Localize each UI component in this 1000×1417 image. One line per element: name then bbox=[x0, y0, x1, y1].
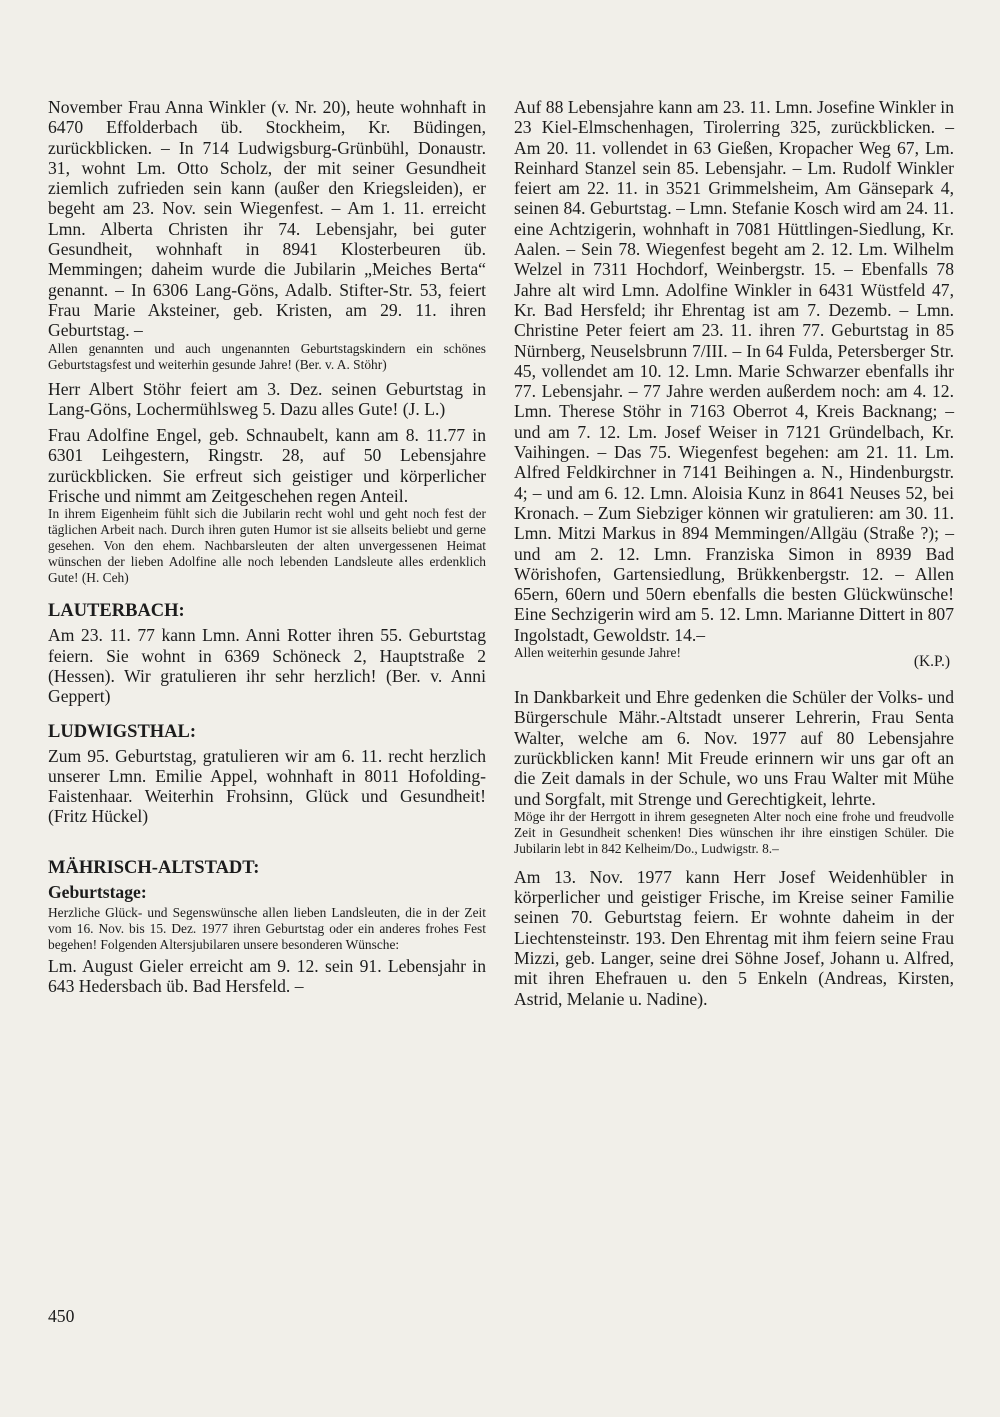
section-heading-lauterbach: LAUTERBACH: bbox=[48, 601, 185, 622]
section-heading-ludwigsthal: LUDWIGSTHAL: bbox=[48, 721, 197, 742]
birthday-notice-paragraph: Auf 88 Lebensjahre kann am 23. 11. Lmn. Josefine Winkler in 23 Kiel-Elmschenhagen, Tirolerring 325, zurückblicken. – Am 20. 11. vollendet in 63 Gießen, Kropacher Weg 67, Lm. Reinhard Stanzel sein 85. Lebensjahr. – Lm. Rudolf Winkler feiert am 22. 11. in 3521 Grimmelsheim, Am Gänsepark 4, seinen 84. Geburtstag. – Lmn. Stefanie Kosch wird am 24. 11. eine Achtzigerin, wohnhaft in 7081 Hüttlingen-Siedlung, Kr. Aalen. – Sein 78. Wiegenfest begeht am 2. 12. Lm. Wilhelm Welzel in 7311 Hochdorf, Weinbergstr. 15. – Ebenfalls 78 Jahre alt wird Lmn. Adolfine Winkler in 6431 Wüstfeld 47, Kr. Bad Hersfeld; ihr Ehrentag ist am 7. Dezemb. – Lmn. Christine Peter feiert am 23. 11. ihren 77. Geburtstag in 85 Nürnberg, Neuselsbrunn 7/III. – In 64 Fulda, Petersberger Str. 45, vollendet am 10. 12. Lmn. Marie Schwarzer ebenfalls ihr 77. Lebensjahr. – 77 Jahre werden außerdem noch: am 4. 12. Lmn. Therese Stöhr in 7163 Oberrot 4, Kreis Backnang; – und am 7. 12. Lm. Josef Weiser in 7121 Gründelbach, Kr. Vaihingen. – Das 75. Wiegenfest begehen: am 21. 11. Lm. Alfred Feldkirchner in 7141 Beihingen a. N., Hindenburgstr. 4; – und am 6. 12. Lmn. Aloisia Kunz in 8641 Neuses 52, bei Kronach. – Zum Siebziger können wir gratulieren: am 30. 11. Lmn. Mitzi Markus in 894 Memmingen/Allgäu (Straße ?); – und am 2. 12. Lmn. Franziska Simon in 8939 Bad Wörishofen, Gartensiedlung, Brükkenbergstr. 12. – Allen 65ern, 60ern und 50ern ebenfalls die besten Glückwünsche! Eine Sechzigerin wird am 5. 12. Lmn. Marianne Dittert in 807 Ingolstadt, Gewoldstr. 14.– bbox=[514, 97, 954, 645]
birthday-notice-paragraph: Lm. August Gieler erreicht am 9. 12. sein 91. Lebensjahr in 643 Hedersbach üb. Bad Hersfeld. – bbox=[48, 955, 486, 997]
author-signature: (K.P.) bbox=[913, 653, 950, 671]
birthday-notice-paragraph: Zum 95. Geburtstag, gratulieren wir am 6. 11. recht herzlich unserer Lmn. Emilie Appel, wohnhaft in 8011 Hofolding-Faistenhaar. Weiterhin Frohsinn, Glück und Gesundheit! (Fritz Hückel) bbox=[48, 745, 486, 827]
section-heading-maehrisch-altstadt: MÄHRISCH-ALTSTADT: bbox=[48, 857, 260, 878]
birthday-notice-paragraph: Frau Adolfine Engel, geb. Schnaubelt, kann am 8. 11.77 in 6301 Leihgestern, Ringstr. 28, auf 50 Lebensjahre zurückblicken. Sie erfreut sich geistiger und körperlicher Frische und nimmt am Zeitgeschehen regen Anteil. bbox=[48, 425, 486, 507]
greeting-note: In ihrem Eigenheim fühlt sich die Jubilarin recht wohl und geht noch fest der täglichen Arbeit nach. Durch ihren guten Humor ist sie allseits beliebt und gerne gesehen. Von den ehem. Nachbarsleuten der alten unvergessenen Heimat wünschen der lieben Adolfine alle noch lebenden Landsleute alles erdenklich Gute! (H. Ceh) bbox=[48, 506, 486, 586]
greeting-note: Allen weiterhin gesunde Jahre! bbox=[514, 645, 681, 661]
tribute-paragraph: In Dankbarkeit und Ehre gedenken die Schüler der Volks- und Bürgerschule Mähr.-Altstadt unserer Lehrerin, Frau Senta Walter, welche am 6. Nov. 1977 auf 80 Lebensjahre zurückblicken kann! Mit Freude erinnern wir uns gar oft an die Zeit damals in der Schule, wo uns Frau Walter mit Mühe und Sorgfalt, mit Strenge und Gerechtigkeit, lehrte. bbox=[514, 687, 954, 809]
subheading-geburtstage: Geburtstage: bbox=[48, 881, 147, 902]
greeting-note: Möge ihr der Herrgott in ihrem gesegneten Alter noch eine frohe und freudvolle Zeit in Gesundheit schenken! Dies wünschen ihr ihre einstigen Schüler. Die Jubilarin lebt in 842 Kelheim/Do., Ludwigstr. 8.– bbox=[514, 808, 954, 856]
greeting-note: Herzliche Glück- und Segenswünsche allen lieben Landsleuten, die in der Zeit vom 16. Nov. bis 15. Dez. 1977 ihren Geburtstag oder ein anderes frohes Fest begehen! Folgenden Altersjubilaren unsere besonderen Wünsche: bbox=[48, 904, 486, 952]
birthday-notice-paragraph: Am 13. Nov. 1977 kann Herr Josef Weidenhübler in körperlicher und geistiger Frische, im Kreise seiner Familie seinen 70. Geburtstag feiern. Er wohnte daheim in der Liechtensteinstr. 193. Den Ehrentag mit ihm feiern seine Frau Mizzi, geb. Langer, seine drei Söhne Josef, Johann u. Alfred, mit ihren Ehefrauen u. den 5 Enkeln (Andreas, Kirsten, Astrid, Melanie u. Nadine). bbox=[514, 866, 954, 1009]
page-number: 450 bbox=[48, 1306, 75, 1326]
birthday-notice-paragraph: Herr Albert Stöhr feiert am 3. Dez. seinen Geburtstag in Lang-Göns, Lochermühlsweg 5. Dazu alles Gute! (J. L.) bbox=[48, 378, 486, 419]
right-column bbox=[514, 97, 954, 1009]
left-column bbox=[48, 97, 486, 996]
birthday-notice-paragraph: November Frau Anna Winkler (v. Nr. 20), heute wohnhaft in 6470 Effolderbach üb. Stockheim, Kr. Büdingen, zurückblicken. – In 714 Ludwigsburg-Grünbühl, Donaustr. 31, wohnt Lm. Otto Scholz, der mit seiner Gesundheit ziemlich zufrieden sein kann (außer den Kriegsleiden), er begeht am 23. Nov. sein Wiegenfest. – Am 1. 11. erreicht Lmn. Alberta Christen ihr 74. Lebensjahr, bei guter Gesundheit, wohnhaft in 8941 Klosterbeuren üb. Memmingen; daheim wurde die Jubilarin „Meiches Berta“ genannt. – In 6306 Lang-Göns, Adalb. Stifter-Str. 53, feiert Frau Marie Aksteiner, geb. Kristen, am 29. 11. ihren Geburtstag. – bbox=[48, 97, 486, 341]
birthday-notice-paragraph: Am 23. 11. 77 kann Lmn. Anni Rotter ihren 55. Geburtstag feiern. Sie wohnt in 6369 Schöneck 2, Hauptstraße 2 (Hessen). Wir gratulieren ihr sehr herzlich! (Ber. v. Anni Geppert) bbox=[48, 625, 486, 707]
greeting-note: Allen genannten und auch ungenannten Geburtstagskindern ein schönes Geburtstagsfest und weiterhin gesunde Jahre! (Ber. v. A. Stöhr) bbox=[48, 340, 486, 372]
